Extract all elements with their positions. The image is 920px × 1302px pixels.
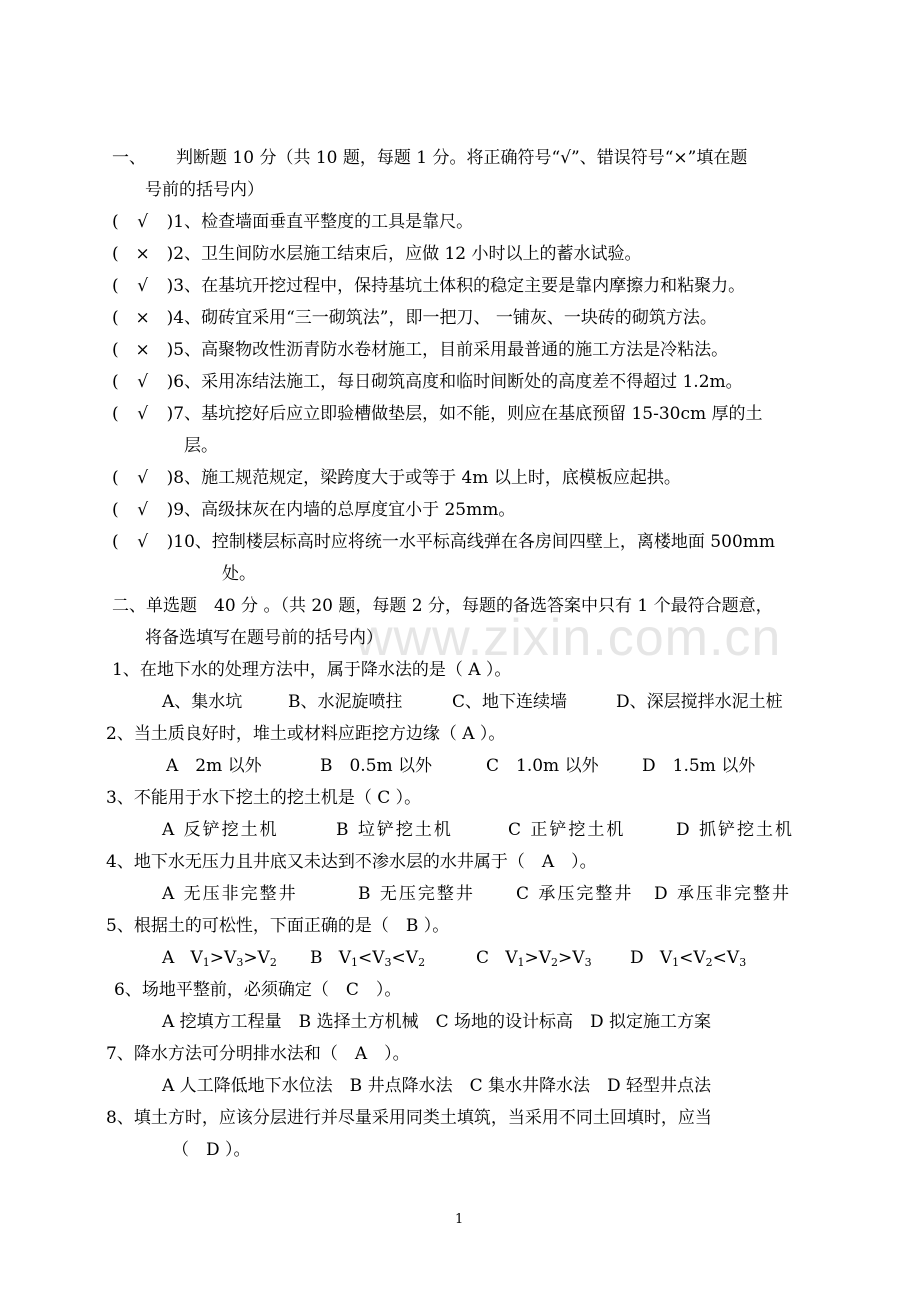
option-b: B 无压完整井 — [358, 884, 475, 904]
item-text: )1、检查墙面垂直平整度的工具是靠尺。 — [166, 212, 474, 232]
question-stem: 2、当土质良好时，堆土或材料应距挖方边缘（ A ）。 — [106, 724, 506, 744]
item-text: )2、卫生间防水层施工结束后，应做 12 小时以上的蓄水试验。 — [166, 244, 642, 264]
section1-heading-cont: 号前的括号内） — [145, 180, 264, 200]
question-stem: 8、填土方时，应该分层进行并尽量采用同类土填筑，当采用不同土回填时，应当 — [106, 1108, 712, 1128]
item-text-cont: 处。 — [222, 564, 256, 584]
option-b: B、水泥旋喷拄 — [288, 692, 403, 712]
answer-mark: × — [135, 244, 150, 264]
item-text: )7、基坑挖好后应立即验槽做垫层，如不能，则应在基底预留 15-30cm 厚的土 — [166, 404, 763, 424]
judgement-item: ( × )4、砌砖宜采用“三一砌筑法”，即一把刀、 一铺灰、一块砖的砌筑方法。 — [112, 308, 717, 328]
option-b: B $V_1<V_3<V_2$ — [310, 948, 426, 969]
judgement-item: ( √ )7、基坑挖好后应立即验槽做垫层，如不能，则应在基底预留 15-30cm 厚的土 — [112, 404, 763, 424]
option-a: A 无压非完整井 — [162, 884, 298, 904]
item-text: )5、高聚物改性沥青防水卷材施工，目前采用最普通的施工方法是冷粘法。 — [166, 340, 729, 360]
option-a: A $V_1>V_3>V_2$ — [162, 948, 277, 969]
question-stem-cont: （ D ）。 — [172, 1140, 251, 1160]
judgement-item: ( √ )3、在基坑开挖过程中，保持基坑土体积的稳定主要是靠内摩擦力和粘聚力。 — [112, 276, 746, 296]
option-a: A、集水坑 — [162, 692, 243, 712]
option-a: A 反铲挖土机 — [162, 820, 279, 840]
section1-number: 一、 — [112, 148, 146, 168]
question-stem: 6、场地平整前，必须确定（ C ）。 — [114, 980, 402, 1000]
section2-heading: 二、单选题 40 分 。（共 20 题，每题 2 分，每题的备选答案中只有 1 个最符合题意， — [112, 596, 773, 616]
option-b: B 0.5m 以外 — [320, 756, 433, 776]
question-stem: 7、降水方法可分明排水法和（ A ）。 — [106, 1044, 410, 1064]
option-d: D 抓铲挖土机 — [676, 820, 795, 840]
item-text: )8、施工规范规定，梁跨度大于或等于 4m 以上时，底模板应起拱。 — [166, 468, 681, 488]
answer-mark: √ — [137, 276, 149, 296]
question-stem: 1、在地下水的处理方法中，属于降水法的是（ A ）。 — [112, 660, 512, 680]
judgement-item: ( × )2、卫生间防水层施工结束后，应做 12 小时以上的蓄水试验。 — [112, 244, 642, 264]
section1-heading: 判断题 10 分（共 10 题，每题 1 分。将正确符号“√”、错误符号“×”填在题 — [176, 148, 748, 168]
option-d: D、深层搅拌水泥土桩 — [616, 692, 783, 712]
judgement-item: ( √ )6、采用冻结法施工，每日砌筑高度和临时间断处的高度差不得超过 1.2m。 — [112, 372, 743, 392]
answer-mark: × — [135, 308, 150, 328]
question-stem: 3、不能用于水下挖土的挖土机是（ C ）。 — [106, 788, 422, 808]
option-c: C 承压完整井 — [516, 884, 634, 904]
judgement-item: ( √ )9、高级抹灰在内墙的总厚度宜小于 25mm。 — [112, 500, 516, 520]
judgement-item: ( × )5、高聚物改性沥青防水卷材施工，目前采用最普通的施工方法是冷粘法。 — [112, 340, 729, 360]
question-stem: 5、根据土的可松性，下面正确的是（ B ）。 — [106, 916, 450, 936]
option-d: D $V_1<V_2<V_3$ — [630, 948, 747, 969]
option-c: C $V_1>V_2>V_3$ — [476, 948, 592, 969]
item-text: )4、砌砖宜采用“三一砌筑法”，即一把刀、 一铺灰、一块砖的砌筑方法。 — [166, 308, 717, 328]
item-text: )9、高级抹灰在内墙的总厚度宜小于 25mm。 — [166, 500, 516, 520]
question-stem: 4、地下水无压力且井底又未达到不渗水层的水井属于（ A ）。 — [106, 852, 597, 872]
judgement-item: ( √ )8、施工规范规定，梁跨度大于或等于 4m 以上时，底模板应起拱。 — [112, 468, 681, 488]
watermark: www.zixin.com.cn — [355, 609, 782, 667]
page-number: 1 — [455, 1212, 464, 1227]
answer-mark: √ — [137, 404, 149, 424]
answer-mark: √ — [137, 372, 149, 392]
answer-mark: √ — [137, 532, 149, 552]
answer-mark: × — [135, 340, 150, 360]
option-c: C、地下连续墙 — [452, 692, 568, 712]
answer-mark: √ — [137, 468, 149, 488]
option-c: C 正铲挖土机 — [508, 820, 626, 840]
options-line: A 人工降低地下水位法 B 井点降水法 C 集水井降水法 D 轻型井点法 — [162, 1076, 712, 1096]
item-text: )6、采用冻结法施工，每日砌筑高度和临时间断处的高度差不得超过 1.2m。 — [166, 372, 743, 392]
options-line: A 挖填方工程量 B 选择土方机械 C 场地的设计标高 D 拟定施工方案 — [162, 1012, 712, 1032]
answer-mark: √ — [137, 212, 149, 232]
judgement-item: ( √ )1、检查墙面垂直平整度的工具是靠尺。 — [112, 212, 474, 232]
item-text: )10、控制楼层标高时应将统一水平标高线弹在各房间四壁上，离楼地面 500mm — [166, 532, 775, 552]
option-b: B 垃铲挖土机 — [336, 820, 453, 840]
answer-mark: √ — [137, 500, 149, 520]
option-d: D 1.5m 以外 — [642, 756, 756, 776]
item-text-cont: 层。 — [184, 436, 218, 456]
option-c: C 1.0m 以外 — [486, 756, 599, 776]
option-d: D 承压非完整井 — [654, 884, 792, 904]
section2-heading-cont: 将备选填写在题号前的括号内） — [145, 628, 383, 648]
judgement-item: ( √ )10、控制楼层标高时应将统一水平标高线弹在各房间四壁上，离楼地面 500mm — [112, 532, 775, 552]
item-text: )3、在基坑开挖过程中，保持基坑土体积的稳定主要是靠内摩擦力和粘聚力。 — [166, 276, 746, 296]
option-a: A 2m 以外 — [166, 756, 262, 776]
